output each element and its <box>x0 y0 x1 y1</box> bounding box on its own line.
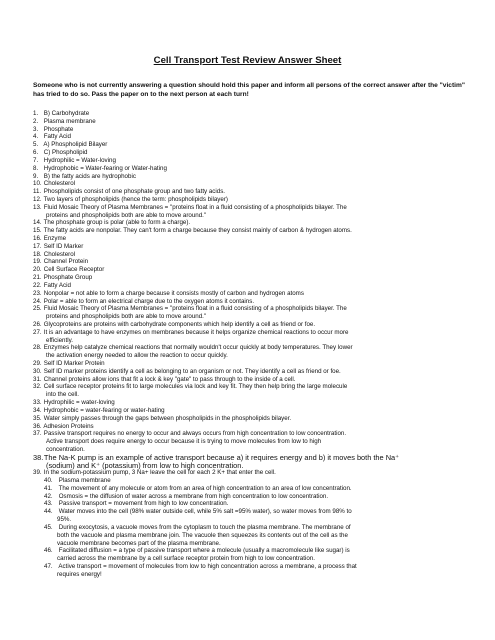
answer-item <box>44 485 478 493</box>
answer-text: Hydrophobic = Water-fearing or Water-hating <box>43 164 167 172</box>
answer-item <box>33 126 478 134</box>
answer-line <box>33 188 478 196</box>
answer-text: Phosphate Group <box>43 274 93 282</box>
answer-text: Cell surface receptor proteins fit to large molecules via lock and key fit. They then help bring the large molecule <box>43 383 348 391</box>
answer-item <box>33 282 478 290</box>
answer-item <box>33 274 478 282</box>
answer-number: 37. <box>33 430 42 438</box>
answer-number: 34. <box>33 406 42 414</box>
answer-item <box>33 454 478 470</box>
answer-text: Active transport = movement of molecules from low to high concentration across a membrane, a process that <box>58 562 357 570</box>
answer-text: Hydrophilic = Water-loving <box>43 156 116 164</box>
answer-continuation: proteins and phospholipids both are able to move around." <box>46 313 207 321</box>
answer-item <box>33 258 478 266</box>
answer-number: 41. <box>44 484 53 492</box>
answer-item <box>33 251 478 259</box>
answer-line <box>44 500 478 508</box>
answer-continuation: (sodium) and K⁺ (potassium) from low to high concentration. <box>46 460 244 470</box>
answer-line <box>33 196 478 204</box>
answer-item <box>44 477 478 485</box>
answer-number: 8. <box>33 164 39 172</box>
answer-number: 19. <box>33 258 42 266</box>
answer-number: 45. <box>44 523 53 531</box>
answer-number: 24. <box>33 297 42 305</box>
answer-text: Self ID Marker Protein <box>43 360 105 367</box>
answer-line <box>44 508 478 516</box>
answer-line <box>33 423 478 431</box>
answer-line <box>33 298 478 306</box>
answer-number: 42. <box>44 492 53 500</box>
answer-text: B) the fatty acids are hydrophobic <box>43 172 136 180</box>
answer-text: Glycoproteins are proteins with carbohydrate components which help identify a cell as friend or foe. <box>43 320 316 328</box>
answer-text: Enzymes help catalyze chemical reactions that normally wouldn't occur quickly at body temperatures. They lower <box>43 344 353 352</box>
answer-line <box>33 399 478 407</box>
answer-text: Plasma membrane <box>43 117 96 125</box>
answer-number: 2. <box>33 117 39 125</box>
answer-number: 9. <box>33 172 39 180</box>
answer-line <box>33 118 478 126</box>
answer-line <box>33 251 478 259</box>
answer-text: Two layers of phospholipids (hence the term: phospholipids bilayer) <box>43 195 228 203</box>
answer-line <box>33 266 478 274</box>
answer-text: Passive transport requires no energy to occur and always occurs from high concentration to low concentration. <box>43 430 347 438</box>
answer-text: Cholesterol <box>43 250 76 258</box>
answer-number: 6. <box>33 149 39 157</box>
answer-item <box>33 399 478 407</box>
answer-number: 23. <box>33 289 42 297</box>
answer-number: 4. <box>33 133 39 141</box>
answer-item <box>44 524 478 547</box>
answer-line <box>33 383 478 391</box>
answer-line <box>33 407 478 415</box>
answer-item <box>33 235 478 243</box>
answer-item <box>33 157 478 165</box>
answer-item <box>33 118 478 126</box>
answer-text: Self ID marker proteins identify a cell as belonging to an organism or not. They identify a cell as friend or foe. <box>43 367 341 375</box>
answer-continuation: carried across the membrane by a cell surface receptor protein from high to low concentration. <box>57 555 315 563</box>
answer-line <box>33 274 478 282</box>
answer-text: During exocytosis, a vacuole moves from the cytoplasm to touch the plasma membrane. The membrane of <box>58 523 351 531</box>
answer-number: 20. <box>33 266 42 274</box>
answer-text: The phosphate group is polar (able to form a charge). <box>43 219 191 227</box>
answer-line <box>33 305 478 313</box>
answer-line <box>33 110 478 118</box>
answer-list <box>33 110 478 477</box>
answer-number: 10. <box>33 180 42 188</box>
answer-number: 17. <box>33 242 42 250</box>
answer-text: Self ID Marker <box>43 242 84 250</box>
answer-number: 7. <box>33 156 39 164</box>
answer-line <box>33 204 478 212</box>
answer-number: 5. <box>33 141 39 149</box>
answer-number: 36. <box>33 422 42 430</box>
answer-item <box>44 500 478 508</box>
answer-number: 22. <box>33 281 42 289</box>
answer-item <box>33 383 478 399</box>
answer-text: Polar = able to form an electrical charge due to the oxygen atoms it contains. <box>43 297 255 305</box>
answer-number: 29. <box>33 360 42 367</box>
answer-item <box>33 196 478 204</box>
answer-line <box>44 524 478 532</box>
answer-item <box>33 415 478 423</box>
answer-number: 33. <box>33 399 42 407</box>
answer-text: Fluid Mosaic Theory of Plasma Membranes = "proteins float in a fluid consisting of a phospholipids bilayer. The <box>43 305 347 313</box>
answer-number: 38. <box>33 452 44 462</box>
answer-continuation: requires energy! <box>57 570 102 578</box>
answer-text: Water simply passes through the gaps between phospholipids in the phospholipids bilayer. <box>43 414 292 422</box>
answer-number: 47. <box>44 562 53 570</box>
answer-number: 1. <box>33 110 39 117</box>
answer-text: Water moves into the cell (98% water outside cell, while 5% salt =95% water), so water moves from 98% to <box>58 508 352 516</box>
answer-text: Hydrophobic = water-fearing or water-hating <box>43 406 165 414</box>
answer-line <box>33 149 478 157</box>
answer-number: 40. <box>44 477 53 484</box>
answer-line <box>33 415 478 423</box>
answer-number: 43. <box>44 500 53 508</box>
answer-item <box>33 180 478 188</box>
answer-line <box>33 376 478 384</box>
answer-item <box>33 321 478 329</box>
answer-continuation: vacuole membrane becomes part of the plasma membrane. <box>57 539 221 547</box>
answer-text: Nonpolar = not able to form a charge because it consists mostly of carbon and hydrogen atoms <box>43 289 304 297</box>
answer-number: 46. <box>44 547 53 555</box>
answer-number: 15. <box>33 227 42 235</box>
answer-line <box>33 329 478 337</box>
answer-line <box>33 227 478 235</box>
answer-continuation: 95%. <box>57 516 72 524</box>
answer-text: Facilitated diffusion = a type of passive transport where a molecule (usually a macromolecule like sugar) is <box>58 547 350 555</box>
answer-number: 25. <box>33 305 42 313</box>
answer-line <box>44 485 478 493</box>
answer-continuation: Active transport does require energy to occur because it is trying to move molecules from low to high <box>46 438 322 446</box>
answer-item <box>33 149 478 157</box>
answer-item <box>33 133 478 141</box>
answer-text: Channel Protein <box>43 258 89 266</box>
answer-number: 12. <box>33 195 42 203</box>
answer-item <box>33 165 478 173</box>
answer-line <box>33 243 478 251</box>
answer-text: Enzyme <box>43 235 67 242</box>
answer-item <box>33 423 478 431</box>
answer-line <box>33 173 478 181</box>
answer-number: 27. <box>33 328 42 336</box>
answer-text: Phospholipids consist of one phosphate group and two fatty acids. <box>43 188 226 196</box>
answer-text: Adhesion Proteins <box>43 422 94 430</box>
answer-line <box>33 290 478 298</box>
page-title: Cell Transport Test Review Answer Sheet <box>153 55 342 66</box>
answer-item <box>33 188 478 196</box>
answer-text: It is an advantage to have enzymes on membranes because it helps organize chemical reactions to occur more <box>43 328 349 336</box>
answer-line <box>33 321 478 329</box>
answer-number: 32. <box>33 383 42 391</box>
answer-line <box>33 141 478 149</box>
answer-continuation: the activation energy needed to allow the reaction to occur quickly. <box>46 352 228 360</box>
answer-line <box>33 126 478 134</box>
answer-text: C) Phospholipid <box>43 149 88 157</box>
answer-line <box>44 563 478 571</box>
answer-text: Cell Surface Receptor <box>43 266 105 274</box>
answer-text: In the sodium-potassium pump, 3 Na+ leave the cell for each 2 K+ that enter the cell. <box>43 469 276 477</box>
answer-text: Passive transport = movement from high to low concentration. <box>58 500 229 508</box>
answer-number: 16. <box>33 235 42 242</box>
answer-text: Plasma membrane <box>58 477 111 484</box>
answer-number: 44. <box>44 508 53 516</box>
answer-item <box>33 430 478 453</box>
answer-number: 39. <box>33 469 42 477</box>
answer-number: 30. <box>33 367 42 375</box>
intro-instructions: Someone who is not currently answering a question should hold this paper and inform all persons of the correct answer after the "victim" has tried to do so. Pass the paper on to the next person at each turn! <box>33 82 465 98</box>
answer-item <box>33 110 478 118</box>
answer-line <box>33 219 478 227</box>
answer-line <box>33 360 478 368</box>
answer-line <box>33 344 478 352</box>
answer-continuation: into the cell. <box>46 391 80 399</box>
answer-line <box>33 133 478 141</box>
answer-item <box>44 508 478 524</box>
answer-item <box>33 227 478 235</box>
answer-text: Fatty Acid <box>43 281 71 289</box>
answer-item <box>33 298 478 306</box>
answer-line <box>33 157 478 165</box>
answer-item <box>33 266 478 274</box>
answer-text: Channel proteins allow ions that fit a lock & key "gate" to pass through to the inside of a cell. <box>43 375 296 383</box>
answer-line <box>33 368 478 376</box>
answer-item <box>44 563 478 579</box>
answer-item <box>33 290 478 298</box>
answer-number: 31. <box>33 375 42 383</box>
answer-line <box>44 493 478 501</box>
answer-item <box>33 173 478 181</box>
answer-text: A) Phospholipid Bilayer <box>43 141 108 149</box>
answer-text: Cholesterol <box>43 180 76 188</box>
answer-text: B) Carbohydrate <box>43 110 90 117</box>
answer-text: The Na-K pump is an example of active transport because a) it requires energy and b) it moves both the Na⁺ <box>43 452 400 462</box>
answer-number: 3. <box>33 125 39 133</box>
answer-text: Fluid Mosaic Theory of Plasma Membranes = "proteins float in a fluid consisting of a phospholipids bilayer. The <box>43 203 347 211</box>
answer-number: 18. <box>33 250 42 258</box>
answer-item <box>33 368 478 376</box>
answer-line <box>33 165 478 173</box>
answer-number: 13. <box>33 203 42 211</box>
answer-line <box>44 477 478 485</box>
answer-text: The movement of any molecule or atom from an area of high concentration to an area of low concentration. <box>58 484 352 492</box>
answer-item <box>33 360 478 368</box>
answer-text: Phosphate <box>43 125 74 133</box>
answer-text: Osmosis = the diffusion of water across a membrane from high concentration to low concentration. <box>58 492 329 500</box>
answer-item <box>33 305 478 321</box>
answer-item <box>44 547 478 563</box>
answer-number: 11. <box>33 188 42 196</box>
answer-item <box>33 329 478 345</box>
answer-number: 35. <box>33 414 42 422</box>
answer-line <box>33 258 478 266</box>
answer-number: 14. <box>33 219 42 227</box>
answer-number: 26. <box>33 320 42 328</box>
answer-line <box>33 180 478 188</box>
answer-continuation: concentration. <box>46 445 85 453</box>
answer-list-indented <box>44 477 478 579</box>
answer-number: 21. <box>33 274 42 282</box>
answer-item <box>33 204 478 220</box>
answer-item <box>33 407 478 415</box>
answer-item <box>33 219 478 227</box>
answer-line <box>33 430 478 438</box>
answer-continuation: both the vacuole and plasma membrane join. The vacuole then squeezes its contents out of the cell as the <box>57 531 348 539</box>
answer-continuation: efficiently. <box>46 336 73 344</box>
answer-text: The fatty acids are nonpolar. They can't form a charge because they consist mainly of carbon & hydrogen atoms. <box>43 227 352 235</box>
answer-text: Fatty Acid <box>43 133 71 141</box>
answer-item <box>33 344 478 360</box>
answer-line <box>33 235 478 243</box>
answer-item <box>33 243 478 251</box>
answer-text: Hydrophilic = water-loving <box>43 399 115 407</box>
answer-number: 28. <box>33 344 42 352</box>
answer-item <box>33 141 478 149</box>
answer-item <box>33 376 478 384</box>
answer-line <box>33 282 478 290</box>
answer-item <box>44 493 478 501</box>
answer-line <box>44 547 478 555</box>
answer-continuation: proteins and phospholipids both are able to move around." <box>46 211 207 219</box>
